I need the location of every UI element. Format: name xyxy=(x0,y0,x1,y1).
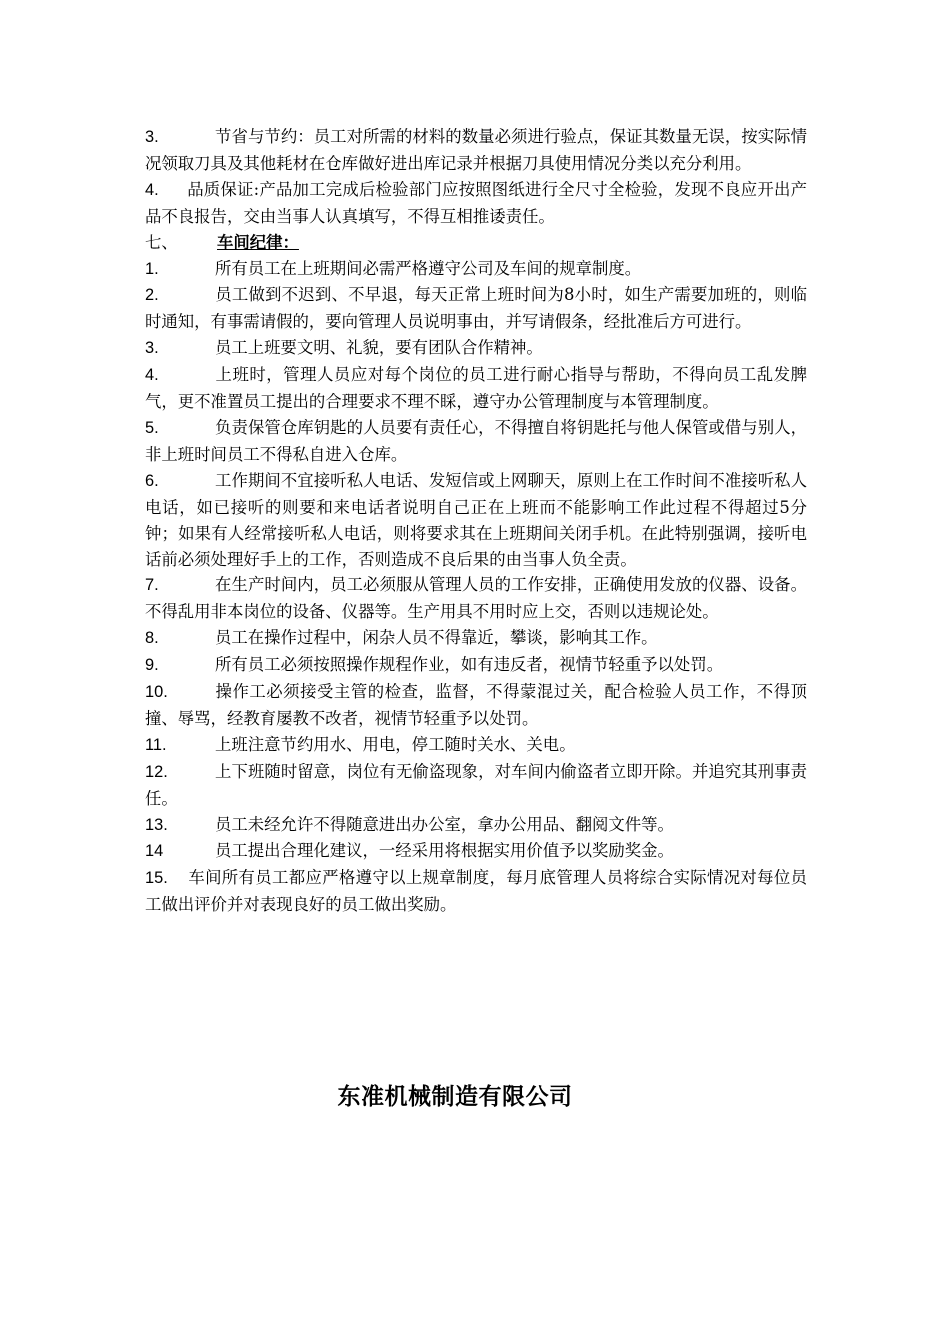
rules-list xyxy=(145,256,807,919)
item-text: 员工做到不迟到、不早退，每天正常上班时间为8小时，如生产需要加班的，则临时通知，有事需请假的，要向管理人员说明事由，并写请假条，经批准后方可进行。 xyxy=(145,285,807,332)
item-number: 4. xyxy=(145,180,159,199)
item-number: 13. xyxy=(145,815,168,834)
item-text: 在生产时间内，员工必须服从管理人员的工作安排，正确使用发放的仪器、设备。不得乱用非本岗位的设备、仪器等。生产用具不用时应上交，否则以违规论处。 xyxy=(145,575,807,622)
item-text: 工作期间不宜接听私人电话、发短信或上网聊天，原则上在工作时间不准接听私人电话，如已接听的则要和来电话者说明自己正在上班而不能影响工作此过程不得超过5分钟；如果有人经常接听私人电话，则将要求其在上班期间关闭手机。在此特别强调，接听电话前必须处理好手上的工作，否则造成不良后果的由当事人负全责。 xyxy=(145,470,807,569)
list-item xyxy=(145,812,807,839)
item-text: 节省与节约：员工对所需的材料的数量必须进行验点，保证其数量无误，按实际情况领取刀具及其他耗材在仓库做好进出库记录并根据刀具使用情况分类以充分利用。 xyxy=(145,127,807,173)
item-text: 所有员工在上班期间必需严格遵守公司及车间的规章制度。 xyxy=(215,258,642,278)
list-item xyxy=(145,652,807,679)
item-number: 4. xyxy=(145,366,159,385)
list-item xyxy=(145,362,807,415)
item-number: 10. xyxy=(145,683,168,702)
list-item xyxy=(145,335,807,362)
list-item xyxy=(145,625,807,652)
list-item xyxy=(145,572,807,625)
document-body xyxy=(145,124,807,918)
item-text: 员工提出合理化建议，一经采用将根据实用价值予以奖励奖金。 xyxy=(215,841,674,861)
section-number: 七、 xyxy=(145,232,178,252)
list-item xyxy=(145,415,807,468)
item-number: 6. xyxy=(145,471,159,490)
item-number: 1. xyxy=(145,259,159,278)
item-text: 员工未经允许不得随意进出办公室，拿办公用品、翻阅文件等。 xyxy=(215,814,674,834)
item-number: 14 xyxy=(145,842,164,861)
items-before-section xyxy=(145,124,807,230)
list-item xyxy=(145,865,807,918)
item-number: 15. xyxy=(145,869,168,888)
item-text: 车间所有员工都应严格遵守以上规章制度，每月底管理人员将综合实际情况对每位员工做出评价并对表现良好的员工做出奖励。 xyxy=(145,868,807,915)
company-name: 东准机械制造有限公司 xyxy=(337,1084,573,1110)
item-text: 品质保证:产品加工完成后检验部门应按照图纸进行全尺寸全检验，发现不良应开出产品不良报告，交由当事人认真填写，不得互相推诿责任。 xyxy=(145,179,807,226)
section-title: 车间纪律： xyxy=(217,232,299,252)
item-text: 上下班随时留意，岗位有无偷盗现象，对车间内偷盗者立即开除。并追究其刑事责任。 xyxy=(145,761,807,808)
list-item xyxy=(145,732,807,759)
list-item xyxy=(145,679,807,732)
item-number: 8. xyxy=(145,629,159,648)
item-text: 上班注意节约用水、用电，停工随时关水、关电。 xyxy=(215,734,576,754)
item-number: 9. xyxy=(145,656,159,675)
section-heading xyxy=(145,230,807,256)
list-item xyxy=(145,256,807,283)
item-number: 7. xyxy=(145,576,159,595)
item-text: 上班时，管理人员应对每个岗位的员工进行耐心指导与帮助，不得向员工乱发脾气，更不准置员工提出的合理要求不理不睬，遵守办公管理制度与本管理制度。 xyxy=(145,365,807,412)
item-text: 员工在操作过程中，闲杂人员不得靠近，攀谈，影响其工作。 xyxy=(215,628,658,648)
item-number: 2. xyxy=(145,286,159,305)
item-text: 所有员工必须按照操作规程作业，如有违反者，视情节轻重予以处罚。 xyxy=(215,655,724,675)
item-number: 5. xyxy=(145,418,159,437)
list-item xyxy=(145,124,807,177)
item-text: 员工上班要文明、礼貌，要有团队合作精神。 xyxy=(215,338,543,358)
list-item xyxy=(145,177,807,230)
list-item xyxy=(145,282,807,335)
item-number: 12. xyxy=(145,762,168,781)
item-number: 3. xyxy=(145,128,159,146)
list-item xyxy=(145,759,807,812)
item-text: 负责保管仓库钥匙的人员要有责任心，不得擅自将钥匙托与他人保管或借与别人，非上班时间员工不得私自进入仓库。 xyxy=(145,417,807,464)
item-number: 3. xyxy=(145,339,159,358)
item-text: 操作工必须接受主管的检查，监督，不得蒙混过关，配合检验人员工作，不得顶撞、辱骂，经教育屡教不改者，视情节轻重予以处罚。 xyxy=(145,682,807,728)
item-number: 11. xyxy=(145,735,167,754)
list-item xyxy=(145,838,807,865)
list-item xyxy=(145,468,807,573)
